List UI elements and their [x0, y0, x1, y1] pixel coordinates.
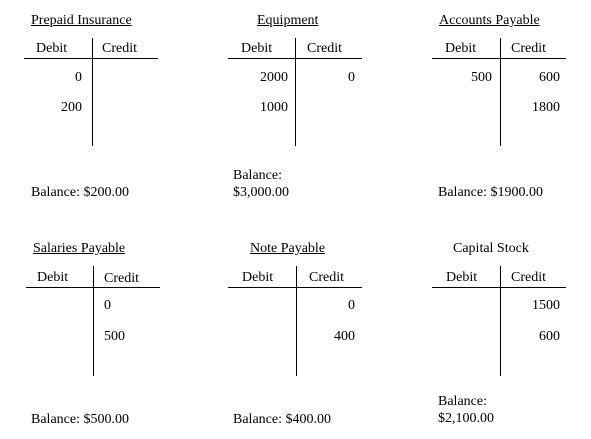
account-title: Salaries Payable	[33, 241, 126, 256]
credit-entry: 400	[334, 329, 355, 344]
credit-entry: 1800	[532, 100, 560, 115]
t-account-divider	[500, 38, 501, 146]
debit-entry: 1000	[260, 100, 288, 115]
credit-header: Credit	[511, 270, 546, 285]
account-title: Note Payable	[250, 241, 326, 256]
credit-entry: 600	[539, 70, 560, 85]
debit-header: Debit	[446, 270, 478, 285]
credit-header: Credit	[102, 41, 137, 56]
t-account-top-rule	[228, 287, 362, 288]
balance-text: Balance: $400.00	[233, 412, 331, 427]
credit-header: Credit	[104, 271, 139, 286]
t-account-divider	[500, 266, 501, 376]
debit-header: Debit	[242, 270, 274, 285]
debit-header: Debit	[36, 41, 68, 56]
debit-header: Debit	[445, 41, 477, 56]
debit-entry: 200	[61, 100, 82, 115]
debit-entry: 0	[75, 70, 82, 85]
credit-entry: 500	[104, 329, 125, 344]
account-title: Prepaid Insurance	[31, 13, 132, 28]
debit-header: Debit	[241, 41, 273, 56]
t-account-divider	[92, 38, 93, 146]
credit-entry: 0	[348, 298, 355, 313]
account-title: Accounts Payable	[439, 13, 540, 28]
credit-entry: 0	[104, 298, 111, 313]
account-title: Equipment	[257, 13, 319, 28]
credit-entry: 600	[539, 329, 560, 344]
credit-header: Credit	[511, 41, 546, 56]
debit-header: Debit	[37, 270, 69, 285]
credit-header: Credit	[309, 270, 344, 285]
balance-amount: $2,100.00	[438, 411, 494, 426]
debit-entry: 500	[471, 70, 492, 85]
t-account-top-rule	[432, 287, 566, 288]
balance-label: Balance:	[233, 168, 282, 183]
credit-entry: 1500	[532, 298, 560, 313]
balance-amount: $3,000.00	[233, 185, 289, 200]
balance-label: Balance:	[438, 394, 487, 409]
balance-text: Balance: $500.00	[31, 412, 129, 427]
t-account-divider	[295, 38, 296, 146]
balance-text: Balance: $200.00	[31, 185, 129, 200]
debit-entry: 2000	[260, 70, 288, 85]
account-title: Capital Stock	[453, 241, 529, 256]
credit-header: Credit	[307, 41, 342, 56]
t-account-divider	[93, 266, 94, 376]
credit-entry: 0	[348, 70, 355, 85]
balance-text: Balance: $1900.00	[438, 185, 543, 200]
t-account-top-rule	[24, 58, 158, 59]
t-account-top-rule	[432, 58, 566, 59]
t-account-divider	[296, 266, 297, 376]
